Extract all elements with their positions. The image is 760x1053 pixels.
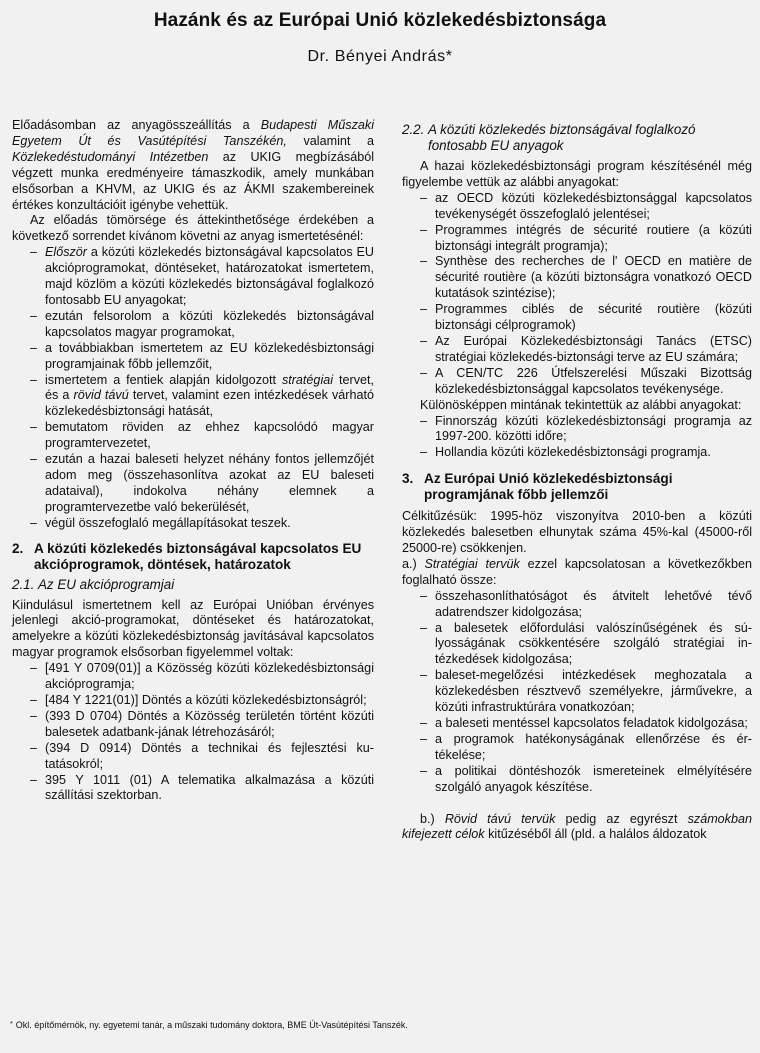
section-title: A közúti közlekedés biztonságával kapcsolatos EU akcióprogramok, döntések, határozatok (34, 540, 362, 572)
text-run: Előadásomban az anyagösszeállítás a (12, 118, 261, 132)
emphasis-text: Budapesti Műszaki Egyetem Út és Vasútépítési Tanszékén, (12, 118, 374, 148)
list-item: – Finnország közúti közlekedésbiztonsági programja az 1997-200. közötti időre; (402, 414, 752, 446)
text-run: az UKIG megbízásából végzett munka eredményeire támaszkodik, amely munkában elsősorban a KHVM, az UKIG és az ÁKMI szakembereinek értékes konzultációit igénybe vehettük. (12, 149, 375, 212)
section-2-heading (12, 541, 374, 573)
list-item (12, 373, 374, 421)
section-2-2-intro: A hazai közlekedésbiztonsági program készítésénél még figyelembe vettük az alábbi anyagokat: (402, 159, 752, 189)
model-programs-list (402, 414, 752, 462)
section-number: 2.2. (402, 122, 425, 137)
list-item: – (394 D 0914) Döntés a technikai és fejlesztési kutatásokról; (12, 741, 374, 773)
text-run: a.) (402, 556, 425, 571)
list-item (12, 516, 374, 532)
list-item: – a baleseti mentéssel kapcsolatos feladatok kidolgozása; (402, 716, 752, 732)
list-item: – Hollandia közúti közlekedésbiztonsági programja. (402, 445, 752, 461)
section-number: 2. (12, 540, 24, 556)
list-item: – a politikai döntéshozók ismereteinek elmélyítésére szolgáló anyagok készítése. (402, 764, 752, 796)
text-run: pedig az egyrészt (555, 811, 688, 826)
list-item: – Programmes ciblés de sécurité routière (közúti biztonsági célprogramok) (402, 302, 752, 334)
order-list (12, 245, 374, 531)
strategic-plan-paragraph (402, 557, 752, 589)
action-program-list (12, 661, 374, 804)
strategic-plan-list (402, 589, 752, 796)
section-title: Az Európai Unió közlekedésbiztonsági programjának főbb jellemzői (424, 471, 673, 503)
intro-paragraph (12, 118, 374, 213)
section-2-1-paragraph: Kiindulásul ismertetnem kell az Európai Unióban érvényes jelenlegi akció-programokat, döntéseket és határozatokat, amelyekre a közúti közlekedésbiztonság javításával kapcsolatos magyar programok elsősorban figyelemmel voltak: (12, 597, 374, 660)
list-item (12, 309, 374, 341)
text-run: ezzel kapcsolatosan a következőkben foglalható össze: (402, 556, 752, 587)
section-title: A közúti közlekedés biztonságával foglalkozó fontosabb EU anyagok (428, 122, 696, 153)
text-run: tervet, és a (45, 372, 374, 403)
footnote (10, 1019, 750, 1031)
text-run: végül összefoglaló megállapításokat teszek. (45, 515, 291, 530)
emphasis-text: Stratégiai tervük (424, 556, 520, 571)
list-item: – 395 Y 1011 (01) A telematika alkalmazása a közúti szállítási szektorban. (12, 773, 374, 805)
list-item: – [484 Y 1221(01)] Döntés a közúti közlekedésbiztonságról; (12, 693, 374, 709)
emphasis-text: számokban kifejezett célok (402, 811, 752, 842)
short-term-plan-paragraph (402, 812, 752, 844)
list-item (12, 245, 374, 309)
list-item (12, 420, 374, 452)
emphasis-text: Először (45, 245, 87, 260)
list-item: – az OECD közúti közlekedésbiztonsággal kapcsolatos tevékenységét összefoglaló jelentései; (402, 191, 752, 223)
list-item: – A CEN/TC 226 Útfelszerelési Műszaki Bizottság közlekedésbiztonsággal kapcsolatos tevékenysége. (402, 366, 752, 398)
footnote-mark: * (10, 1021, 13, 1028)
emphasis-text: Közlekedéstudományi Intézetben (12, 149, 209, 164)
emphasis-text: rövid távú (73, 388, 129, 403)
article-title: Hazánk és az Európai Unió közlekedésbiztonsága (153, 10, 607, 31)
text-run: ezután a hazai baleseti helyzet néhány fontos jellemzőjét adom meg (összehasonlítva azokat az EU baleseti adataival), indokolva néhány elemnek a programtervezetbe való bekerülését, (45, 452, 374, 514)
list-item (12, 452, 374, 516)
list-item: – Az Európai Közlekedésbiztonsági Tanács (ETSC) stratégiai közlekedés-biztonsági terve az EU számára; (402, 334, 752, 366)
text-run: ismertetem a fentiek alapján kidolgozott (45, 372, 282, 387)
list-item: – Synthèse des recherches de l' OECD en matière de sécurité routière (a közúti biztonságra vonatkozó OECD kutatások szintézise); (402, 254, 752, 302)
list-item: – [491 Y 0709(01)] a Közösség közúti közlekedésbiztonsági akcióprogramja; (12, 661, 374, 693)
text-run: valamint a (286, 133, 374, 148)
list-item: – baleset-megelőzési intézkedések meghozatala a közlekedésben résztvevő személyekre, járművekre, a közúti infrastruktúrára vonatkozóan; (402, 668, 752, 716)
section-title: Az EU akcióprogramjai (38, 576, 175, 592)
text-run: b.) (420, 811, 445, 826)
section-3-heading (402, 471, 752, 503)
section-number: 3. (402, 471, 414, 487)
text-run: a továbbiakban ismertetem az EU közlekedésbiztonsági programjainak főbb jellemzőit, (45, 340, 374, 371)
section-2-2-intro-2: Különösképpen mintának tekintettük az alábbi anyagokat: (420, 397, 742, 412)
section-number: 2.1. (12, 576, 35, 592)
section-2-1-heading (12, 577, 374, 593)
emphasis-text: stratégiai (281, 372, 334, 387)
footnote-text: Okl. építőmérnök, ny. egyetemi tanár, a műszaki tudomány doktora, BME Út-Vasútépítési Tanszék. (15, 1020, 408, 1030)
text-run: tervet, valamint ezen intézkedések várható közlekedésbiztonsági hatását, (45, 388, 374, 419)
text-run: kitűzéséből áll (pld. a halálos áldozatok (484, 827, 707, 842)
author-line: Dr. Bényei András* (307, 48, 453, 65)
list-item: – összehasonlíthatóságot és átvitelt lehetővé tévő adatrendszer kidolgozása; (402, 589, 752, 621)
section-2-2-heading (402, 122, 752, 154)
list-item: – a programok hatékonyságának ellenőrzése és értékelése; (402, 732, 752, 764)
list-item: – Programmes intégrés de sécurité routiere (a közúti biztonsági integrált programja); (402, 223, 752, 255)
list-item: – (393 D 0704) Döntés a Közösség területén történt közúti balesetek adatbank-jának létrehozásáról; (12, 709, 374, 741)
right-column (402, 122, 752, 843)
order-intro-paragraph: Az előadás tömörsége és áttekinthetősége érdekében a következő sorrendet kívánom követni az anyag ismertetésénél: (12, 213, 374, 244)
text-run: ezután felsorolom a közúti közlekedés biztonságával kapcsolatos magyar programokat, (45, 308, 374, 339)
left-column (12, 118, 374, 804)
eu-materials-list (402, 191, 752, 398)
goal-paragraph: Célkitűzésük: 1995-höz viszonyítva 2010-ben a közúti közlekedés balesetben elhunytak száma 45%-kal (45000-ről 25000-re) csökkenjen. (402, 509, 752, 556)
text-run: bemutatom röviden az ehhez kapcsolódó magyar programtervezetet, (45, 420, 374, 451)
list-item: – a balesetek előfordulási valószínűségének és súlyosságának csökkentésére szolgáló stratégiai intézkedések kidolgozása; (402, 621, 752, 669)
list-item (12, 341, 374, 373)
emphasis-text: Rövid távú tervük (444, 811, 556, 826)
text-run: a közúti közlekedés biztonságával kapcsolatos EU akcióprogramokat, döntéseket, határozatokat ismertetem, majd közlöm a közúti közlekedés biztonságával foglalkozó fontosabb EU anyagokat; (45, 245, 374, 307)
